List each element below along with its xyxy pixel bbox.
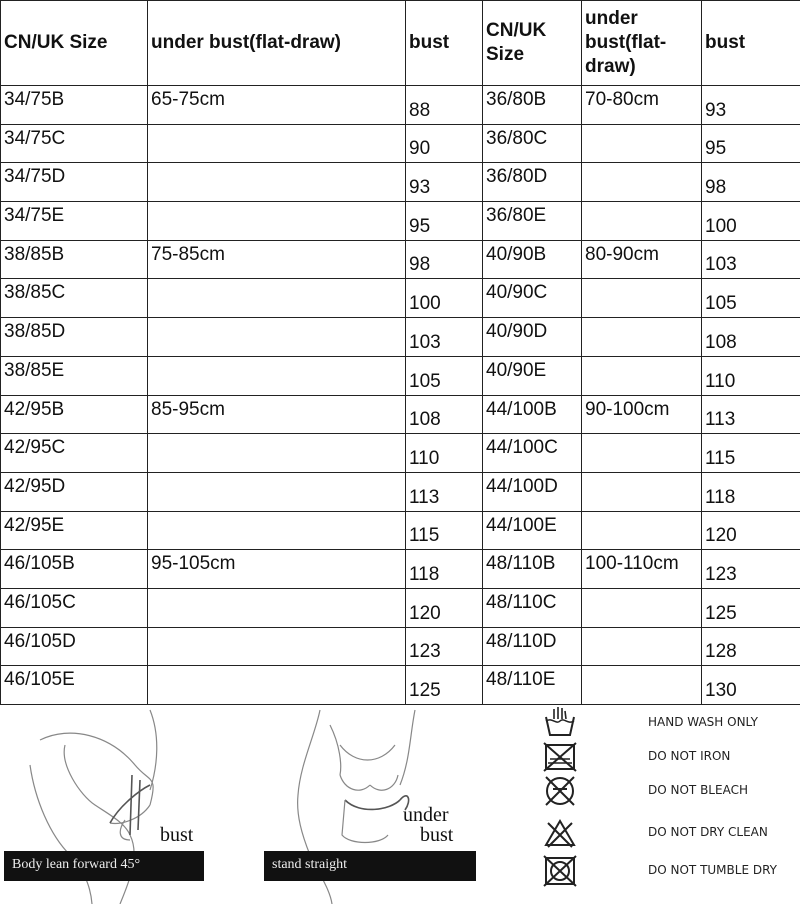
bust-cell-2: 103 xyxy=(702,240,800,279)
size-cell: 46/105C xyxy=(1,588,148,627)
table-header-row xyxy=(1,1,800,86)
bust-cell-2: 128 xyxy=(702,627,800,666)
under-bust-cell-2 xyxy=(582,434,702,473)
under-bust-cell-2 xyxy=(582,318,702,357)
under-bust-cell xyxy=(148,202,406,241)
care-text-no-dry-clean: DO NOT DRY CLEAN xyxy=(648,825,768,839)
size-cell-2: 48/110B xyxy=(483,550,582,589)
size-cell: 46/105E xyxy=(1,666,148,705)
bust-cell: 98 xyxy=(406,240,483,279)
bust-cell-2: 115 xyxy=(702,434,800,473)
size-cell-2: 36/80B xyxy=(483,86,582,125)
size-cell-2: 36/80C xyxy=(483,124,582,163)
lean-forward-caption: Body lean forward 45° xyxy=(4,851,204,881)
under-bust-cell: 65-75cm xyxy=(148,86,406,125)
table-row xyxy=(1,356,800,395)
table-row xyxy=(1,627,800,666)
under-bust-cell-2 xyxy=(582,124,702,163)
care-text-hand-wash: HAND WASH ONLY xyxy=(648,715,758,729)
table-row xyxy=(1,395,800,434)
size-cell-2: 48/110C xyxy=(483,588,582,627)
table-row xyxy=(1,279,800,318)
under-bust-cell xyxy=(148,588,406,627)
bust-cell-2: 105 xyxy=(702,279,800,318)
table-row xyxy=(1,318,800,357)
bust-cell-2: 98 xyxy=(702,163,800,202)
header-size: CN/UK Size xyxy=(1,1,148,86)
size-cell: 38/85D xyxy=(1,318,148,357)
bust-cell-2: 130 xyxy=(702,666,800,705)
bust-cell: 95 xyxy=(406,202,483,241)
no-tumble-dry-icon xyxy=(540,853,580,889)
size-cell-2: 40/90C xyxy=(483,279,582,318)
size-cell-2: 40/90D xyxy=(483,318,582,357)
bust-cell-2: 110 xyxy=(702,356,800,395)
under-bust-cell xyxy=(148,163,406,202)
table-row xyxy=(1,472,800,511)
size-cell-2: 44/100E xyxy=(483,511,582,550)
header-under-bust-2: under bust(flat-draw) xyxy=(582,1,702,86)
under-bust-cell xyxy=(148,472,406,511)
lean-forward-figure xyxy=(0,705,260,904)
under-bust-cell xyxy=(148,318,406,357)
size-cell-2: 40/90E xyxy=(483,356,582,395)
bust-cell: 88 xyxy=(406,86,483,125)
under-bust-cell-2: 100-110cm xyxy=(582,550,702,589)
bust-label: bust xyxy=(160,824,194,846)
bust-cell: 110 xyxy=(406,434,483,473)
bust-cell-2: 108 xyxy=(702,318,800,357)
under-bust-cell xyxy=(148,279,406,318)
size-cell-2: 36/80D xyxy=(483,163,582,202)
bust-cell: 93 xyxy=(406,163,483,202)
table-row xyxy=(1,124,800,163)
under-bust-label-line2: bust xyxy=(420,824,454,846)
size-cell: 42/95E xyxy=(1,511,148,550)
header-bust: bust xyxy=(406,1,483,86)
care-text-no-bleach: DO NOT BLEACH xyxy=(648,783,748,797)
under-bust-cell-2 xyxy=(582,511,702,550)
under-bust-cell-2 xyxy=(582,356,702,395)
measurement-guide xyxy=(0,705,800,904)
stand-straight-caption: stand straight xyxy=(264,851,476,881)
under-bust-cell-2 xyxy=(582,163,702,202)
size-cell-2: 44/100C xyxy=(483,434,582,473)
under-bust-cell xyxy=(148,356,406,395)
care-text-no-tumble-dry: DO NOT TUMBLE DRY xyxy=(648,863,777,877)
under-bust-cell xyxy=(148,666,406,705)
bust-cell: 123 xyxy=(406,627,483,666)
size-cell: 38/85B xyxy=(1,240,148,279)
size-cell: 42/95C xyxy=(1,434,148,473)
size-cell: 38/85C xyxy=(1,279,148,318)
table-row xyxy=(1,550,800,589)
under-bust-cell: 85-95cm xyxy=(148,395,406,434)
under-bust-cell: 75-85cm xyxy=(148,240,406,279)
under-bust-cell xyxy=(148,124,406,163)
table-row xyxy=(1,86,800,125)
care-text-no-iron: DO NOT IRON xyxy=(648,749,731,763)
table-row xyxy=(1,666,800,705)
bust-cell: 90 xyxy=(406,124,483,163)
size-cell: 34/75B xyxy=(1,86,148,125)
under-bust-cell-2 xyxy=(582,202,702,241)
no-iron-icon xyxy=(540,739,580,775)
under-bust-cell-2 xyxy=(582,588,702,627)
size-cell: 46/105B xyxy=(1,550,148,589)
size-cell-2: 36/80E xyxy=(483,202,582,241)
bust-cell: 113 xyxy=(406,472,483,511)
under-bust-cell-2 xyxy=(582,279,702,318)
header-under-bust: under bust(flat-draw) xyxy=(148,1,406,86)
size-cell-2: 48/110D xyxy=(483,627,582,666)
bust-cell-2: 120 xyxy=(702,511,800,550)
hand-wash-icon xyxy=(540,705,580,741)
bust-cell: 100 xyxy=(406,279,483,318)
no-dry-clean-icon xyxy=(540,815,580,851)
under-bust-cell-2: 90-100cm xyxy=(582,395,702,434)
bust-cell-2: 95 xyxy=(702,124,800,163)
under-bust-label-line1: under xyxy=(403,804,449,826)
under-bust-cell-2: 70-80cm xyxy=(582,86,702,125)
under-bust-cell-2 xyxy=(582,472,702,511)
size-cell: 42/95D xyxy=(1,472,148,511)
under-bust-cell: 95-105cm xyxy=(148,550,406,589)
stand-straight-figure xyxy=(260,705,480,904)
size-cell: 34/75D xyxy=(1,163,148,202)
bust-cell: 120 xyxy=(406,588,483,627)
under-bust-cell xyxy=(148,434,406,473)
table-row xyxy=(1,202,800,241)
bust-cell-2: 123 xyxy=(702,550,800,589)
size-cell: 34/75C xyxy=(1,124,148,163)
header-bust-2: bust xyxy=(702,1,800,86)
size-cell-2: 48/110E xyxy=(483,666,582,705)
under-bust-cell xyxy=(148,627,406,666)
table-row xyxy=(1,163,800,202)
size-cell-2: 40/90B xyxy=(483,240,582,279)
table-row xyxy=(1,434,800,473)
size-cell: 46/105D xyxy=(1,627,148,666)
size-cell: 42/95B xyxy=(1,395,148,434)
bust-cell: 125 xyxy=(406,666,483,705)
bust-cell-2: 125 xyxy=(702,588,800,627)
under-bust-cell xyxy=(148,511,406,550)
under-bust-cell-2 xyxy=(582,666,702,705)
table-row xyxy=(1,511,800,550)
bust-cell: 115 xyxy=(406,511,483,550)
table-row xyxy=(1,588,800,627)
no-bleach-icon xyxy=(540,773,580,809)
under-bust-cell-2 xyxy=(582,627,702,666)
bust-cell-2: 93 xyxy=(702,86,800,125)
bust-cell: 118 xyxy=(406,550,483,589)
header-size-2: CN/UK Size xyxy=(483,1,582,86)
size-cell-2: 44/100D xyxy=(483,472,582,511)
bust-cell-2: 118 xyxy=(702,472,800,511)
bust-cell: 103 xyxy=(406,318,483,357)
table-row xyxy=(1,240,800,279)
bust-cell-2: 100 xyxy=(702,202,800,241)
size-cell: 38/85E xyxy=(1,356,148,395)
size-cell-2: 44/100B xyxy=(483,395,582,434)
bust-cell-2: 113 xyxy=(702,395,800,434)
size-cell: 34/75E xyxy=(1,202,148,241)
bust-cell: 108 xyxy=(406,395,483,434)
bust-cell: 105 xyxy=(406,356,483,395)
under-bust-cell-2: 80-90cm xyxy=(582,240,702,279)
